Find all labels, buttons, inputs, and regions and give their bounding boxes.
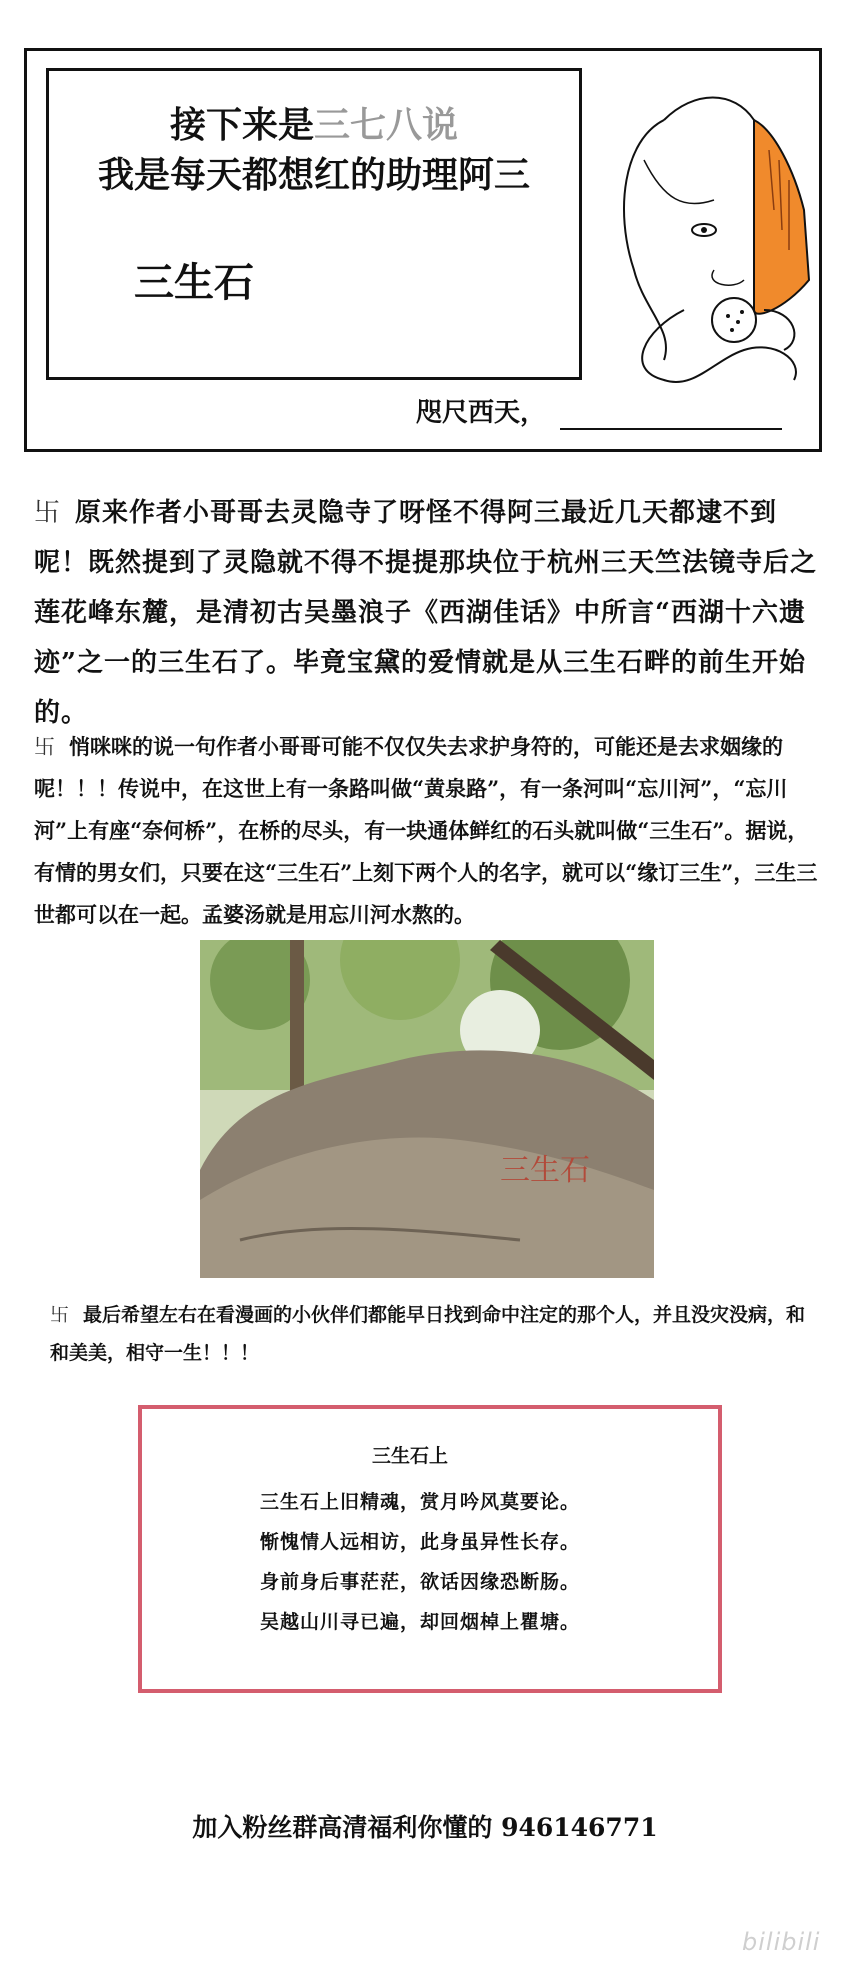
paragraph-1-text: 原来作者小哥哥去灵隐寺了呀怪不得阿三最近几天都逮不到呢！既然提到了灵隐就不得不提提那块位于杭州三天竺法镜寺后之莲花峰东麓，是清初古吴墨浪子《西湖佳话》中所言“西湖十六遗迹”之一的三生石了。毕竟宝黛的爱情就是从三生石畔的前生开始的。 <box>34 498 818 728</box>
poem-title: 三生石上 <box>372 1445 449 1467</box>
title-accent: 三七八说 <box>314 104 459 146</box>
signature-text: 咫尺西天， <box>416 398 547 428</box>
girl-sketch-illustration <box>604 80 814 398</box>
paragraph-3-text: 最后希望左右在看漫画的小伙伴们都能早日找到命中注定的那个人，并且没灾没病，和和美美，相守一生！！！ <box>50 1304 806 1364</box>
swastika-icon: 卐 <box>50 1304 70 1326</box>
poem-box <box>138 1405 722 1693</box>
poem-line: 吴越山川寻已遍，却回烟棹上瞿塘。 <box>260 1611 581 1633</box>
poem-line: 惭愧情人远相访，此身虽异性长存。 <box>260 1531 581 1553</box>
sansheng-stone-photo <box>200 940 654 1278</box>
stone-inscription: 三生石 <box>500 1153 590 1188</box>
poem-line: 身前身后事茫茫，欲话因缘恐断肠。 <box>260 1571 581 1593</box>
paragraph-1 <box>34 488 818 738</box>
subject-title: 三生石 <box>134 259 254 306</box>
paragraph-3 <box>50 1296 820 1372</box>
swastika-icon: 卐 <box>34 498 62 528</box>
fan-group-footer: 加入粉丝群高清福利你懂的 946146771 <box>192 1813 658 1842</box>
title-line-1 <box>49 97 579 148</box>
swastika-icon: 卐 <box>34 735 55 759</box>
title-box <box>46 68 582 380</box>
bilibili-watermark: bilibili <box>742 1928 821 1956</box>
title-prefix: 接下来是 <box>169 104 314 146</box>
signature-underline <box>560 428 782 430</box>
paragraph-2-text: 悄咪咪的说一句作者小哥哥可能不仅仅失去求护身符的，可能还是去求姻缘的呢！！！传说中，在这世上有一条路叫做“黄泉路”，有一条河叫“忘川河”，“忘川河”上有座“奈何桥”，在桥的尽头，有一块通体鲜红的石头就叫做“三生石”。据说，有情的男女们，只要在这“三生石”上刻下两个人的名字，就可以“缘订三生”，三生三世都可以在一起。孟婆汤就是用忘川河水熬的。 <box>34 734 818 927</box>
title-line-2: 我是每天都想红的助理阿三 <box>97 154 530 196</box>
paragraph-2 <box>34 726 818 936</box>
poem-line: 三生石上旧精魂，赏月吟风莫要论。 <box>260 1491 581 1513</box>
